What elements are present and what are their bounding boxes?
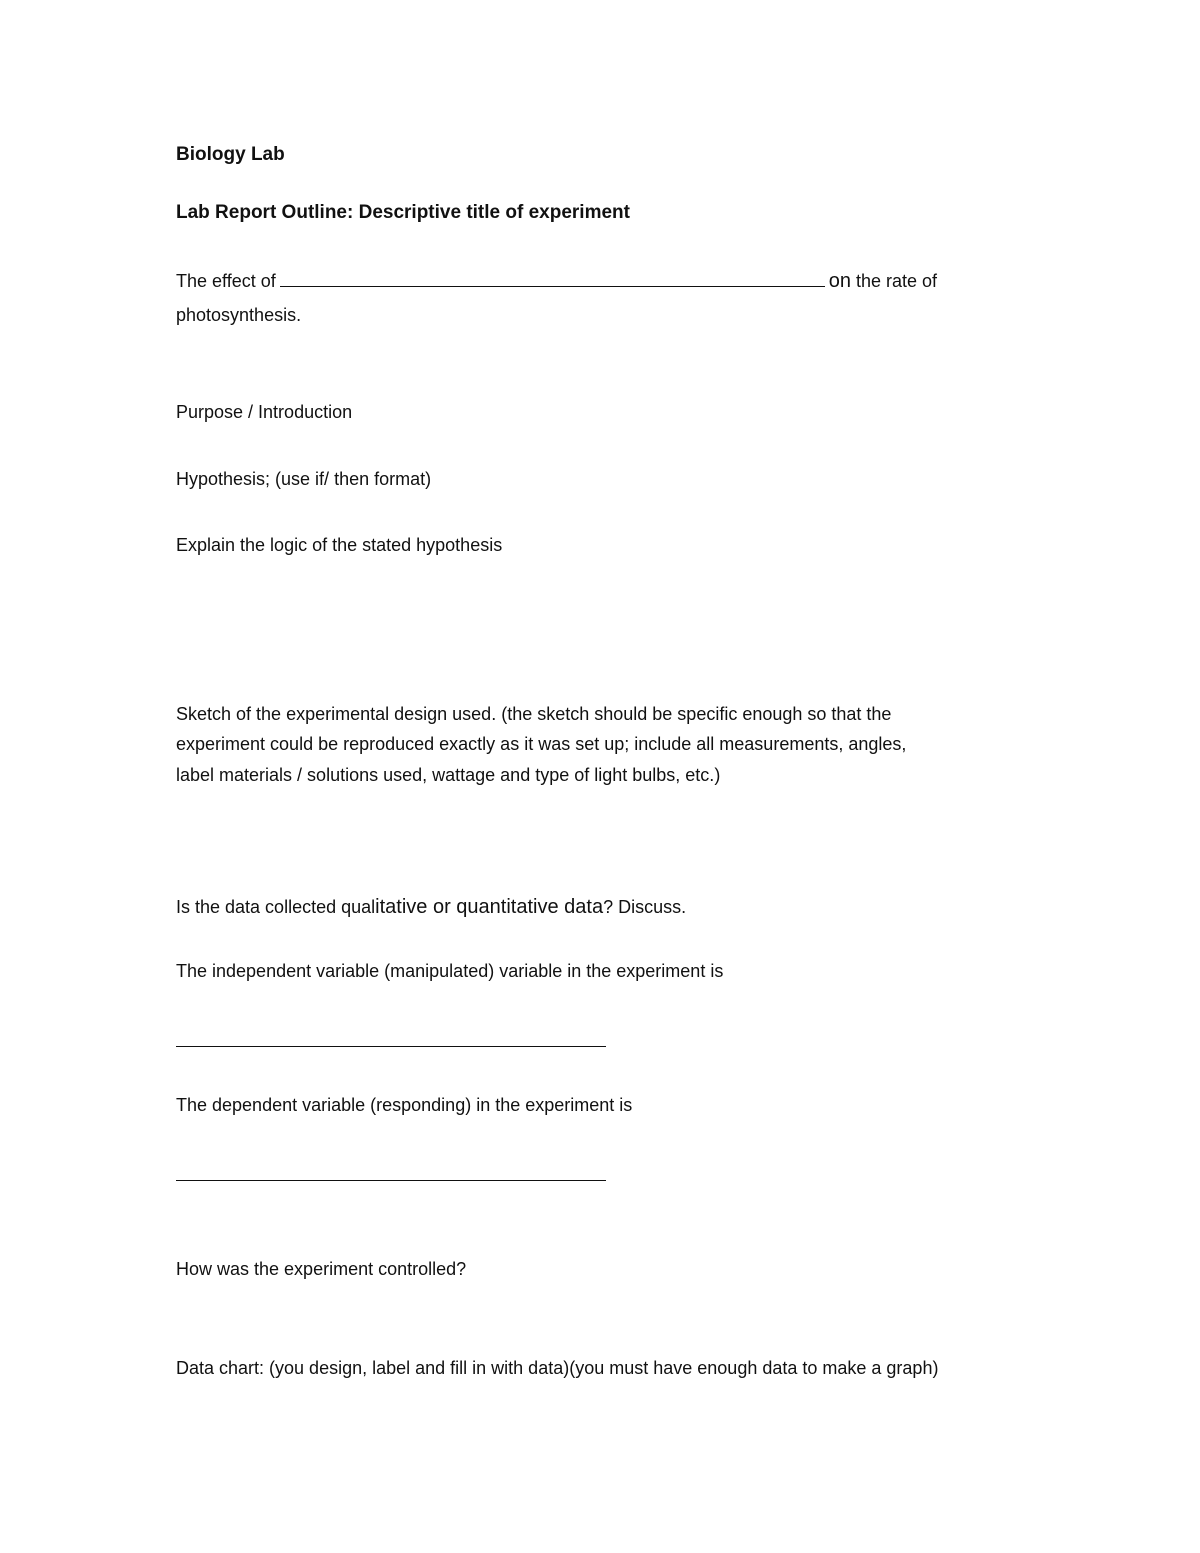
outline-title: Lab Report Outline: Descriptive title of experiment (176, 202, 630, 223)
data-chart-instructions: Data chart: (you design, label and fill in with data)(you must have enough data to make a graph) (176, 1358, 939, 1378)
title-prompt-on: on (828, 270, 851, 292)
hypothesis-heading: Hypothesis; (use if/ then format) (176, 469, 432, 489)
title-prompt-before: The effect of (176, 271, 276, 291)
dependent-variable-blank[interactable] (176, 1180, 606, 1181)
course-title: Biology Lab (176, 144, 285, 165)
dependent-variable-prompt: The dependent variable (responding) in the experiment is (176, 1095, 633, 1115)
independent-variable-prompt: The independent variable (manipulated) variable in the experiment is (176, 961, 724, 981)
title-blank-field[interactable] (280, 268, 825, 287)
sketch-line-1: Sketch of the experimental design used. (the sketch should be specific enough so that the (176, 704, 892, 724)
data-type-part3: ? Discuss. (603, 897, 687, 917)
data-type-question (176, 892, 686, 922)
sketch-line-3: label materials / solutions used, wattage and type of light bulbs, etc.) (176, 765, 721, 785)
title-prompt-line (176, 266, 937, 296)
independent-variable-blank[interactable] (176, 1046, 606, 1047)
data-type-part2: itative or quantitative data (375, 896, 604, 918)
sketch-line-2: experiment could be reproduced exactly as it was set up; include all measurements, angles, (176, 734, 907, 754)
data-type-part1: Is the data collected qual (176, 897, 376, 917)
explain-logic-heading: Explain the logic of the stated hypothesis (176, 535, 503, 555)
controlled-question: How was the experiment controlled? (176, 1259, 467, 1279)
title-prompt-after: the rate of (856, 271, 938, 291)
purpose-heading: Purpose / Introduction (176, 402, 353, 422)
title-prompt-continuation: photosynthesis. (176, 305, 302, 325)
